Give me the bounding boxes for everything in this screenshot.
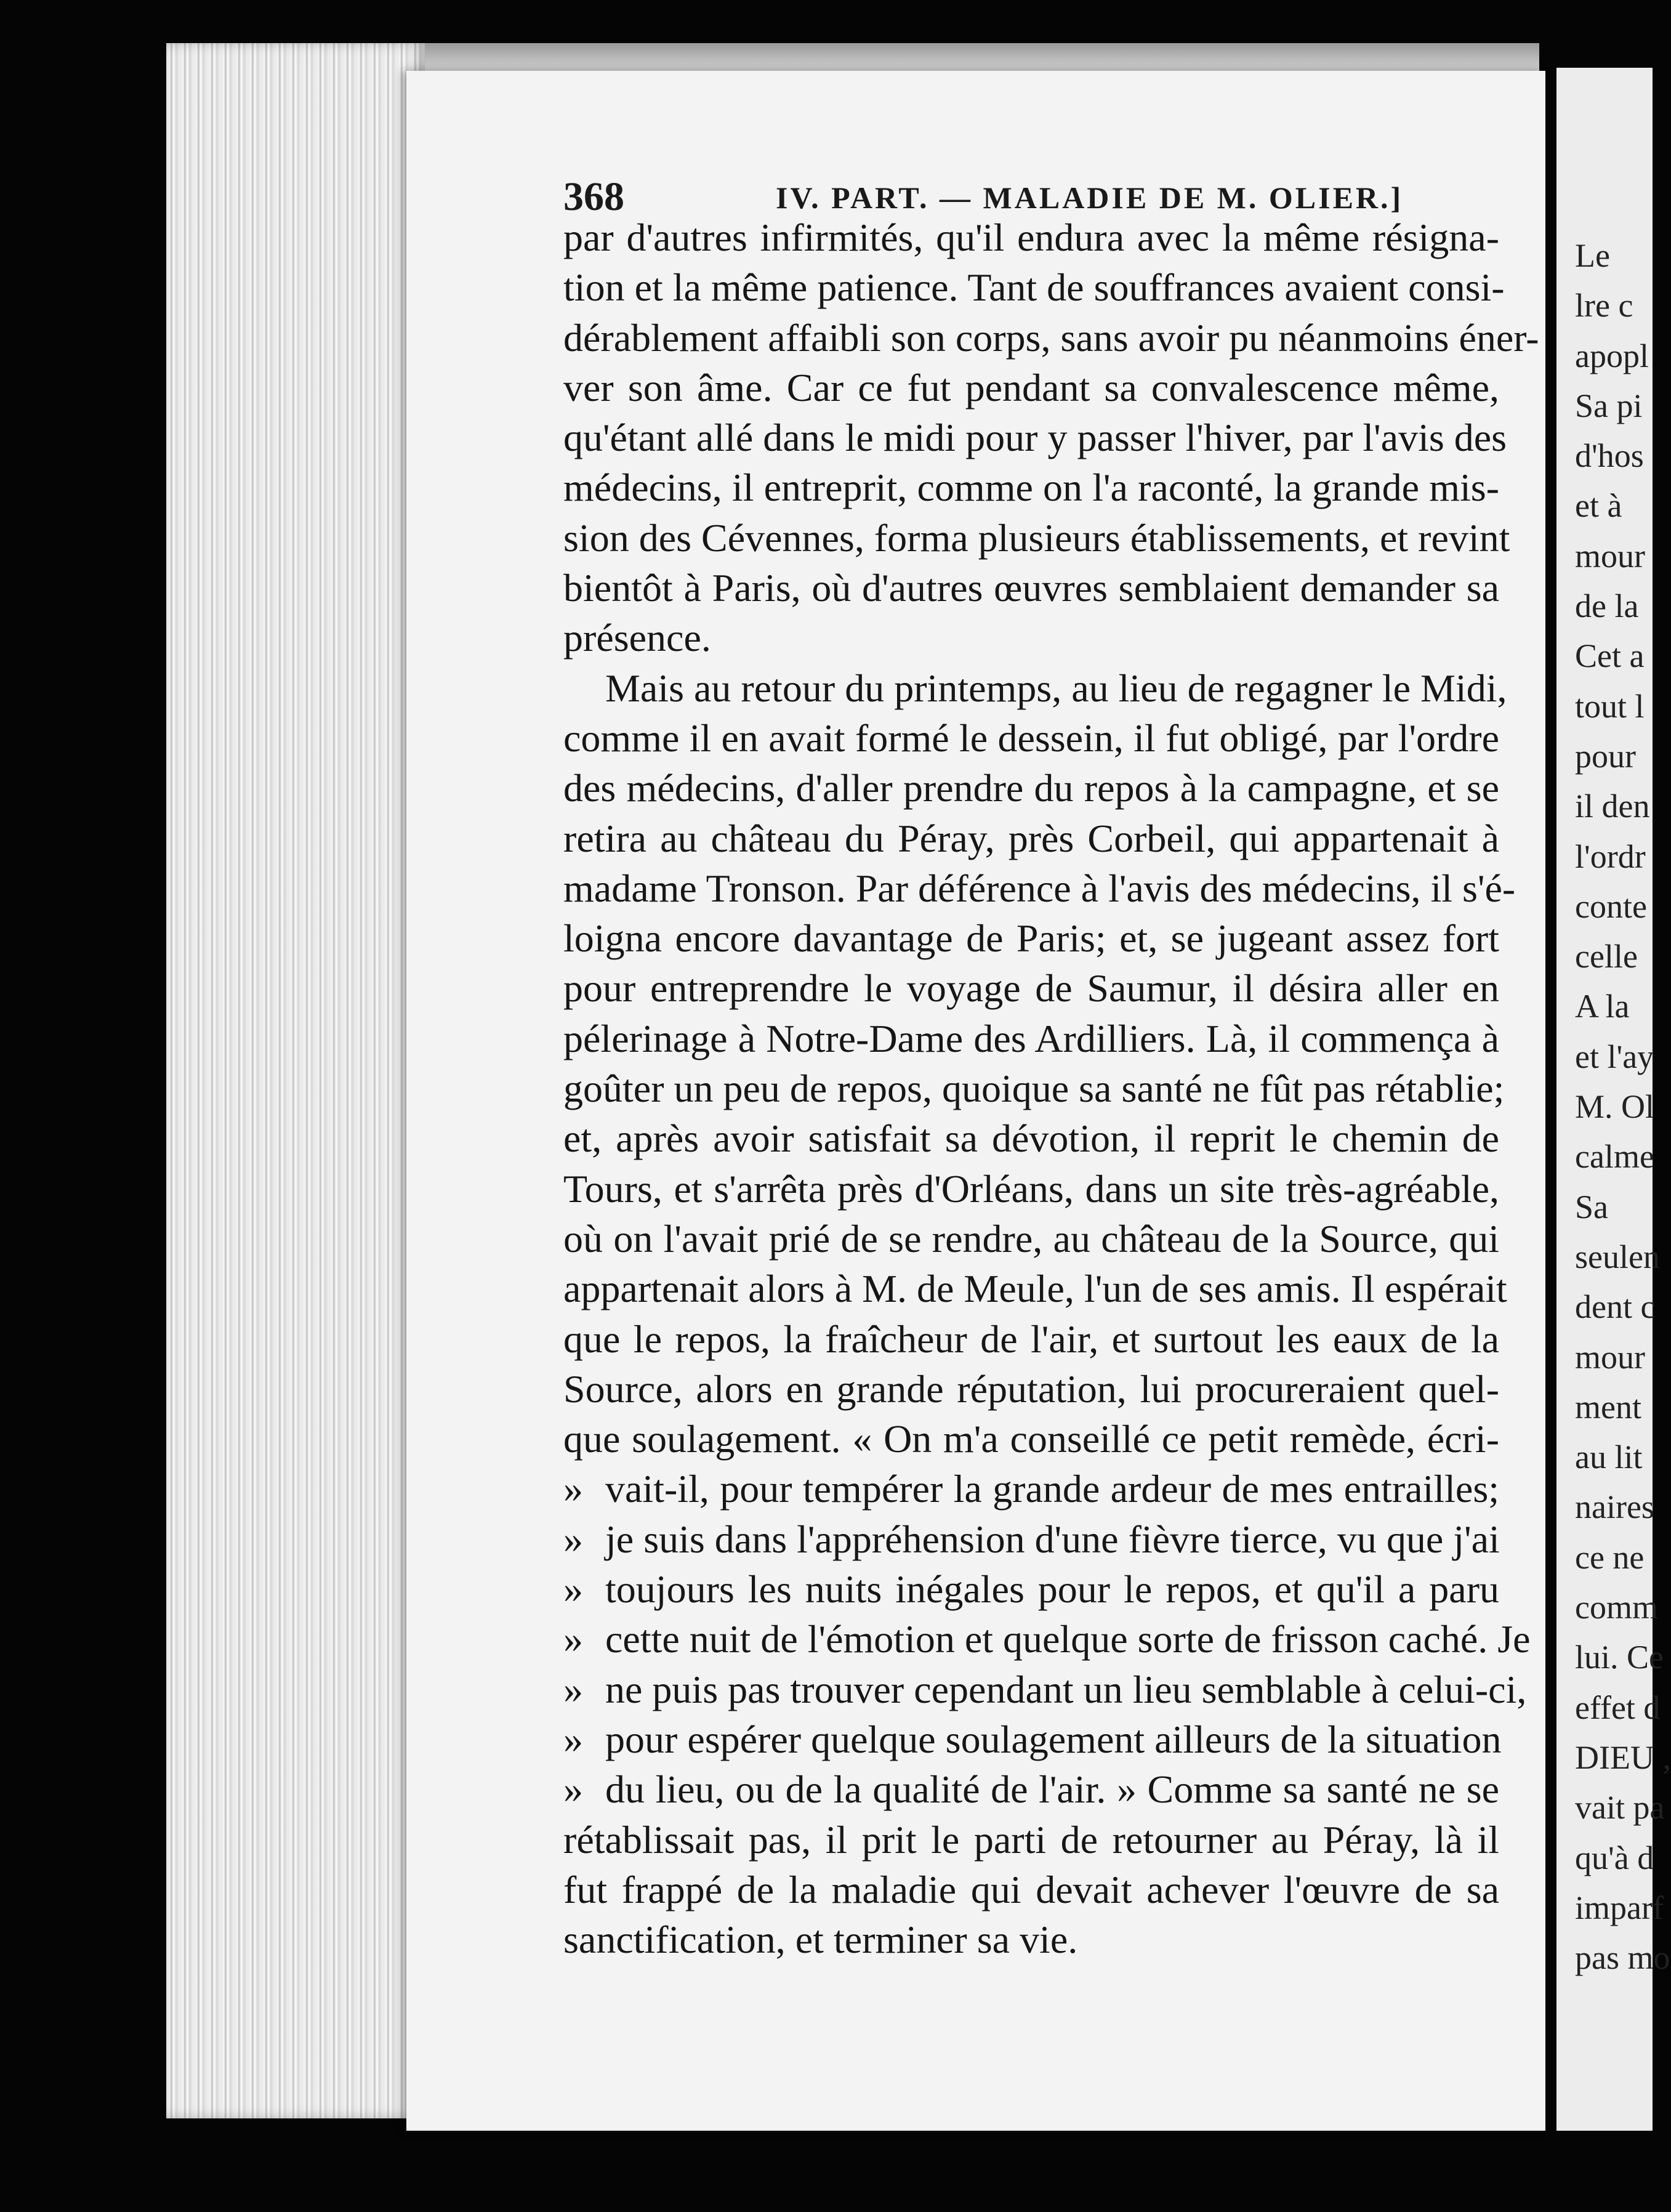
facing-line: Le xyxy=(1575,237,1610,274)
text-line: Source, alors en grande réputation, lui procureraient quel- xyxy=(563,1366,1499,1411)
quote-line xyxy=(563,1714,1502,1764)
quote-text: ne puis pas trouver cependant un lieu semblable à celui-ci, xyxy=(605,1667,1527,1711)
facing-line: vait pa xyxy=(1575,1789,1665,1827)
quote-line xyxy=(563,1564,1499,1614)
text-line: des médecins, d'aller prendre du repos à la campagne, et se xyxy=(563,766,1499,810)
quote-line xyxy=(563,1614,1531,1664)
text-line: médecins, il entreprit, comme on l'a raconté, la grande mis- xyxy=(563,466,1499,510)
quote-mark: » xyxy=(563,1667,583,1711)
text-line: présence. xyxy=(563,616,711,660)
quote-text: toujours les nuits inégales pour le repos, et qu'il a paru xyxy=(605,1567,1499,1612)
quote-text: du lieu, ou de la qualité de l'air. » Comme sa santé ne se xyxy=(605,1767,1499,1812)
facing-line: calme xyxy=(1575,1138,1654,1176)
facing-line: Sa pi xyxy=(1575,387,1643,424)
quote-text: vait-il, pour tempérer la grande ardeur de mes entrailles; xyxy=(605,1467,1499,1511)
quote-text: je suis dans l'appréhension d'une fièvre tierce, vu que j'ai xyxy=(605,1517,1500,1561)
facing-line: mour xyxy=(1575,1338,1645,1376)
text-line: dérablement affaibli son corps, sans avoir pu néanmoins éner- xyxy=(563,315,1539,360)
quote-mark: » xyxy=(563,1717,583,1761)
quote-line xyxy=(563,1514,1499,1564)
facing-page-text xyxy=(1575,231,1671,1983)
facing-line: au lit xyxy=(1575,1439,1643,1476)
quote-line xyxy=(563,1665,1527,1714)
facing-line: naires xyxy=(1575,1488,1654,1526)
facing-page xyxy=(1556,68,1671,2131)
text-line: sanctification, et terminer sa vie. xyxy=(563,1918,1078,1962)
facing-line: et à xyxy=(1575,487,1622,525)
text-line: et, après avoir satisfait sa dévotion, il reprit le chemin de xyxy=(563,1116,1499,1161)
quote-text: pour espérer quelque soulagement ailleurs de la situation xyxy=(605,1717,1502,1761)
facing-line: comm xyxy=(1575,1589,1658,1626)
facing-line: DIEU , xyxy=(1575,1738,1671,1776)
text-line: fut frappé de la maladie qui devait achever l'œuvre de sa xyxy=(563,1867,1499,1911)
facing-line: A la xyxy=(1575,988,1630,1025)
text-line: bientôt à Paris, où d'autres œuvres semblaient demander sa xyxy=(563,566,1499,610)
quote-line xyxy=(563,1764,1499,1814)
text-line: sion des Cévennes, forma plusieurs établissements, et revint xyxy=(563,515,1510,560)
facing-line: il den xyxy=(1575,788,1650,825)
text-line: madame Tronson. Par déférence à l'avis des médecins, il s'é- xyxy=(563,866,1516,910)
quote-mark: » xyxy=(563,1517,583,1561)
quote-mark: » xyxy=(563,1617,583,1661)
facing-line: effet d xyxy=(1575,1689,1661,1726)
text-line: comme il en avait formé le dessein, il fut obligé, par l'ordre xyxy=(563,716,1499,760)
text-line: pour entreprendre le voyage de Saumur, il désira aller en xyxy=(563,966,1499,1011)
facing-line: celle xyxy=(1575,938,1638,975)
book-page xyxy=(406,71,1545,2131)
facing-line: tout l xyxy=(1575,687,1645,725)
facing-line: ce ne xyxy=(1575,1538,1645,1576)
facing-line: de la xyxy=(1575,587,1639,625)
text-line: appartenait alors à M. de Meule, l'un de ses amis. Il espérait xyxy=(563,1267,1507,1311)
text-line: tion et la même patience. Tant de souffrances avaient consi- xyxy=(563,265,1505,310)
quote-text: cette nuit de l'émotion et quelque sorte de frisson caché. Je xyxy=(605,1617,1531,1661)
facing-line: imparf xyxy=(1575,1889,1664,1926)
facing-line: seulen xyxy=(1575,1238,1660,1275)
page-number: 368 xyxy=(563,174,624,219)
quote-mark: » xyxy=(563,1467,583,1511)
text-line: retira au château du Péray, près Corbeil, qui appartenait à xyxy=(563,816,1499,860)
text-line: où on l'avait prié de se rendre, au château de la Source, qui xyxy=(563,1216,1499,1261)
facing-line: pour xyxy=(1575,737,1636,775)
text-line: pélerinage à Notre-Dame des Ardilliers. Là, il commença à xyxy=(563,1016,1499,1060)
text-line: goûter un peu de repos, quoique sa santé ne fût pas rétablie; xyxy=(563,1067,1505,1111)
text-line: Tours, et s'arrêta près d'Orléans, dans un site très-agréable, xyxy=(563,1166,1499,1211)
quote-mark: » xyxy=(563,1767,583,1812)
facing-line: pas mo xyxy=(1575,1939,1670,1977)
facing-line: l'ordr xyxy=(1575,838,1646,875)
quote-mark: » xyxy=(563,1567,583,1612)
facing-line: et l'ay xyxy=(1575,1038,1654,1075)
facing-line: Sa xyxy=(1575,1188,1608,1225)
facing-line: d'hos xyxy=(1575,437,1644,475)
facing-line: lui. Ce xyxy=(1575,1639,1664,1676)
quote-line xyxy=(563,1464,1499,1514)
page-edges xyxy=(166,43,425,2118)
text-line: Mais au retour du printemps, au lieu de regagner le Midi, xyxy=(605,666,1507,710)
text-line: qu'étant allé dans le midi pour y passer l'hiver, par l'avis des xyxy=(563,416,1507,460)
facing-line: dent c xyxy=(1575,1288,1656,1326)
text-line: par d'autres infirmités, qu'il endura avec la même résigna- xyxy=(563,216,1499,259)
text-line: que soulagement. « On m'a conseillé ce petit remède, écri- xyxy=(563,1417,1499,1461)
text-line: ver son âme. Car ce fut pendant sa convalescence même, xyxy=(563,365,1499,410)
running-title: IV. PART. — MALADIE DE M. OLIER.] xyxy=(776,180,1404,215)
facing-line: apopl xyxy=(1575,337,1649,374)
facing-line: M. Ol xyxy=(1575,1088,1655,1126)
text-line: que le repos, la fraîcheur de l'air, et surtout les eaux de la xyxy=(563,1317,1499,1361)
text-line: loigna encore davantage de Paris; et, se jugeant assez fort xyxy=(563,916,1499,961)
text-line: rétablissait pas, il prit le parti de retourner au Péray, là il xyxy=(563,1817,1499,1862)
body-text xyxy=(563,212,1539,1964)
facing-line: conte xyxy=(1575,887,1647,925)
facing-line: lre c xyxy=(1575,287,1633,325)
facing-line: qu'à d xyxy=(1575,1839,1654,1876)
facing-line: ment xyxy=(1575,1388,1641,1426)
facing-line: Cet a xyxy=(1575,637,1645,675)
facing-line: mour xyxy=(1575,537,1645,575)
